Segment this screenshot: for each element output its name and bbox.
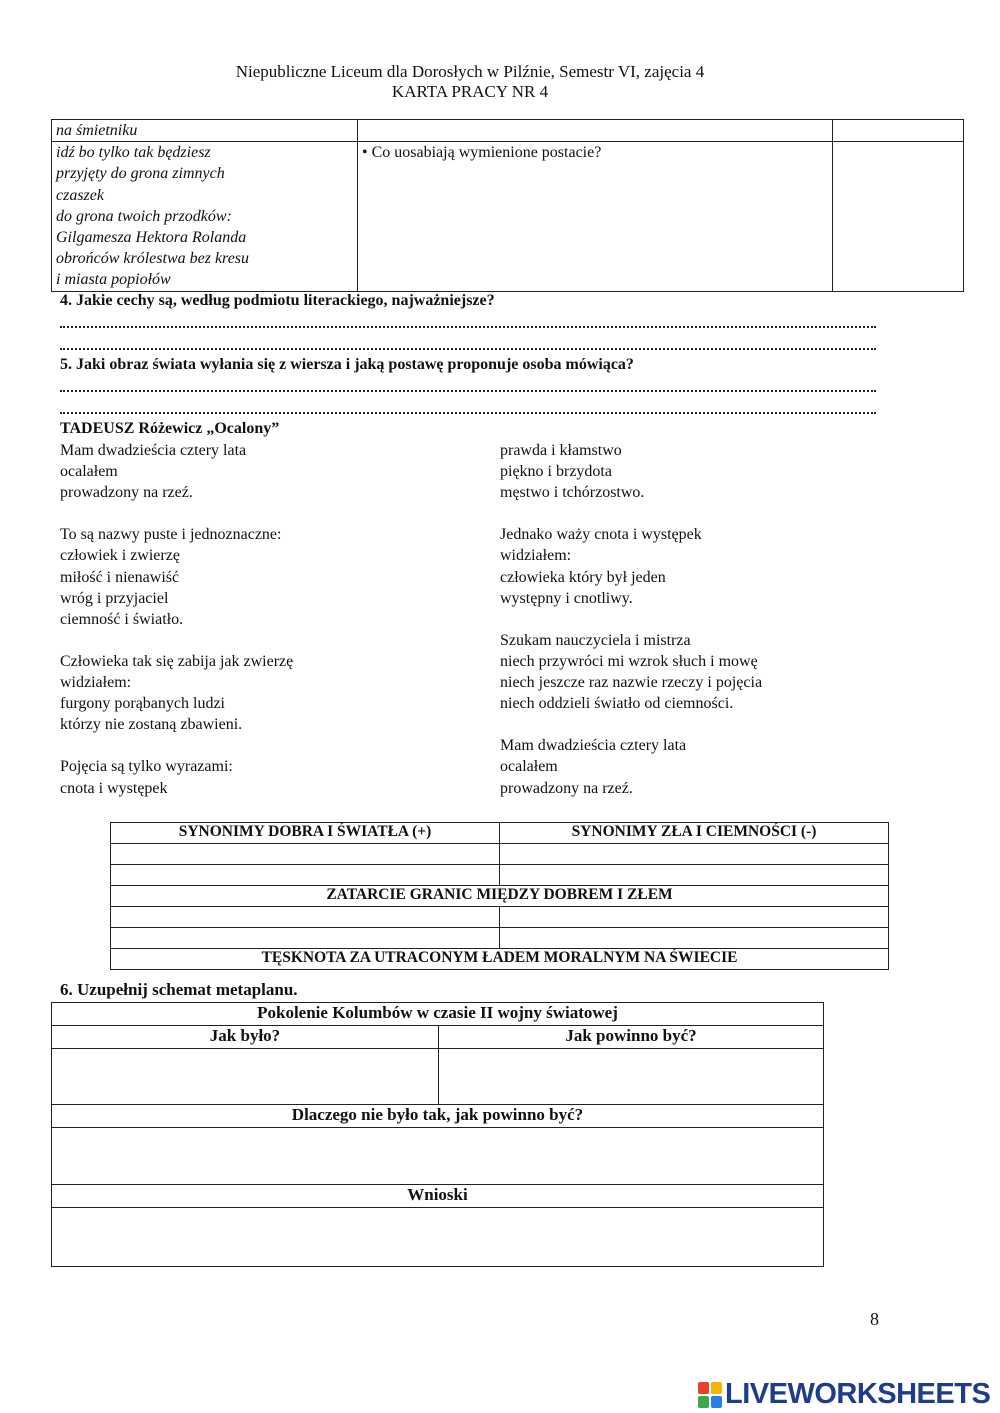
answer-cell[interactable] (111, 865, 500, 886)
poem-line (500, 714, 940, 735)
poem-analysis-table (51, 119, 964, 292)
poem-line: którzy nie zostaną zbawieni. (60, 716, 243, 734)
table-row (111, 886, 889, 907)
poem-line (500, 503, 940, 524)
poem-line: Pojęcia są tylko wyrazami: (60, 758, 233, 776)
column-header-good: SYNONIMY DOBRA I ŚWIATŁA (+) (111, 823, 500, 844)
question-5: 5. Jaki obraz świata wyłania się z wiersza i jaką postawę proponuje osoba mówiąca? (60, 356, 634, 373)
poem-line: To są nazwy puste i jednoznaczne: (60, 526, 282, 544)
question-4: 4. Jakie cechy są, według podmiotu literackiego, najważniejsze? (60, 292, 495, 309)
poem-line (60, 630, 480, 651)
section-header-blur: ZATARCIE GRANIC MIĘDZY DOBREM I ZŁEM (111, 886, 889, 907)
conclusions-header: Wnioski (52, 1185, 824, 1208)
liveworksheets-logo (698, 1378, 990, 1411)
poem-line: widziałem: (500, 547, 572, 565)
poem-left-column (60, 440, 480, 799)
poem-line: niech przywróci mi wzrok słuch i mowę (500, 652, 758, 670)
poem-right-column (500, 440, 940, 799)
table-row (111, 823, 889, 844)
answer-cell[interactable] (833, 142, 964, 291)
question-6: 6. Uzupełnij schemat metaplanu. (60, 980, 298, 999)
poem-line: ocalałem (60, 463, 118, 481)
how-it-should-be-header: Jak powinno być? (439, 1026, 824, 1049)
answer-cell[interactable] (358, 120, 833, 142)
poem-fragment-cell (52, 142, 358, 291)
answer-cell[interactable] (833, 120, 964, 142)
poem-line: cnota i występek (60, 779, 168, 797)
table-row (52, 1105, 824, 1128)
answer-cell[interactable] (500, 844, 889, 865)
answer-cell[interactable] (500, 907, 889, 928)
answer-cell[interactable] (500, 928, 889, 949)
poem-fragment-line: obrońców królestwa bez kresu (56, 250, 250, 268)
answer-cell[interactable] (439, 1049, 824, 1105)
table-row (52, 1208, 824, 1267)
question-cell: • Co uosabiają wymienione postacie? (358, 142, 833, 291)
poem-line: prowadzony na rzeź. (500, 779, 633, 797)
poem-line (60, 735, 480, 756)
poem-line: ciemność i światło. (60, 610, 184, 628)
poem-line: ocalałem (500, 758, 558, 776)
poem-fragment-line: Gilgamesza Hektora Rolanda (56, 229, 247, 247)
poem-line: Szukam nauczyciela i mistrza (500, 631, 691, 649)
answer-line[interactable] (60, 348, 876, 350)
header-school-line: Niepubliczne Liceum dla Dorosłych w Pilźnie, Semestr VI, zajęcia 4 (235, 62, 705, 81)
poem-fragment-line: i miasta popiołów (56, 271, 171, 289)
poem-line (60, 503, 480, 524)
table-row (52, 1128, 824, 1185)
poem-line: prowadzony na rzeź. (60, 484, 193, 502)
answer-line[interactable] (60, 390, 876, 392)
table-row (52, 120, 964, 142)
poem-line: wróg i przyjaciel (60, 589, 169, 607)
table-row (111, 907, 889, 928)
poem-fragment-cell: na śmietniku (52, 120, 358, 142)
answer-cell[interactable] (500, 865, 889, 886)
answer-cell[interactable] (111, 907, 500, 928)
poem-line: męstwo i tchórzostwo. (500, 484, 645, 502)
answer-cell[interactable] (52, 1128, 824, 1185)
table-row (52, 1026, 824, 1049)
table-row (111, 865, 889, 886)
table-row (52, 1049, 824, 1105)
answer-cell[interactable] (52, 1049, 439, 1105)
poem-line: występny i cnotliwy. (500, 589, 633, 607)
poem-line: piękno i brzydota (500, 463, 612, 481)
poem-fragment-line: przyjęty do grona zimnych (56, 165, 225, 183)
table-row (52, 1185, 824, 1208)
poem-title: TADEUSZ Różewicz „Ocalony” (60, 420, 280, 437)
section-header-longing: TĘSKNOTA ZA UTRACONYM ŁADEM MORALNYM NA ŚWIECIE (111, 949, 889, 970)
poem-line: człowiek i zwierzę (60, 547, 180, 565)
why-not-header: Dlaczego nie było tak, jak powinno być? (52, 1105, 824, 1128)
answer-cell[interactable] (52, 1208, 824, 1267)
poem-line: niech jeszcze raz nazwie rzeczy i pojęcia (500, 674, 763, 692)
answer-cell[interactable] (111, 928, 500, 949)
document-header (0, 62, 940, 102)
synonyms-table (110, 822, 889, 970)
column-header-evil: SYNONIMY ZŁA I CIEMNOŚCI (-) (500, 823, 889, 844)
how-it-was-header: Jak było? (52, 1026, 439, 1049)
header-worksheet-title: KARTA PRACY NR 4 (391, 82, 549, 101)
table-row (111, 928, 889, 949)
poem-line: Mam dwadzieścia cztery lata (60, 442, 247, 459)
answer-line[interactable] (60, 412, 876, 414)
logo-icon (698, 1382, 722, 1408)
poem-fragment-line: czaszek (56, 186, 104, 204)
table-row (111, 844, 889, 865)
logo-text: LIVEWORKSHEETS (725, 1378, 991, 1410)
poem-line: miłość i nienawiść (60, 568, 180, 586)
table-row (52, 142, 964, 291)
metaplan-table (51, 1002, 824, 1267)
poem-line: Mam dwadzieścia cztery lata (500, 737, 687, 755)
answer-line[interactable] (60, 326, 876, 328)
poem-fragment-line: do grona twoich przodków: (56, 207, 232, 225)
poem-line: człowieka który był jeden (500, 568, 666, 586)
metaplan-title: Pokolenie Kolumbów w czasie II wojny światowej (52, 1003, 824, 1026)
poem-fragment-line: idź bo tylko tak będziesz (56, 144, 211, 162)
poem-line: Jednako waży cnota i występek (500, 526, 702, 544)
poem-line: Człowieka tak się zabija jak zwierzę (60, 652, 294, 670)
poem-line: widziałem: (60, 674, 132, 692)
poem-line: furgony porąbanych ludzi (60, 695, 225, 713)
page-number: 8 (870, 1309, 879, 1329)
answer-cell[interactable] (111, 844, 500, 865)
table-row (52, 1003, 824, 1026)
poem-line (500, 609, 940, 630)
poem-line: niech oddzieli światło od ciemności. (500, 695, 734, 713)
table-row (111, 949, 889, 970)
poem-line: prawda i kłamstwo (500, 442, 622, 459)
